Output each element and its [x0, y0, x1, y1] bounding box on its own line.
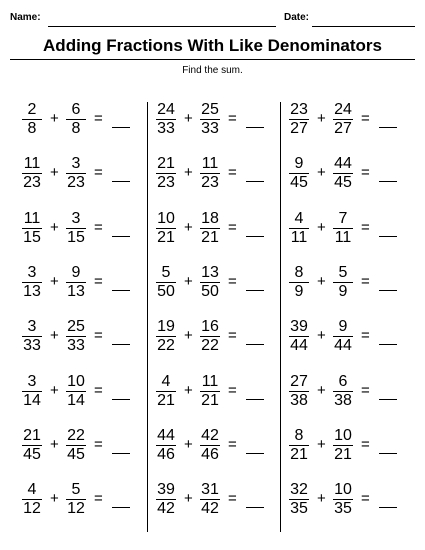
fraction-first — [20, 210, 44, 247]
fraction-second — [198, 373, 222, 410]
problem — [287, 427, 412, 479]
denominator: 33 — [157, 120, 175, 137]
fraction-second — [331, 427, 355, 464]
answer-blank[interactable] — [112, 181, 130, 182]
fraction-first — [20, 155, 44, 192]
problem — [154, 264, 279, 316]
numerator: 32 — [290, 481, 308, 498]
fraction-second — [331, 210, 355, 247]
answer-blank[interactable] — [112, 127, 130, 128]
numerator: 11 — [201, 373, 219, 390]
answer-blank[interactable] — [112, 399, 130, 400]
equals-sign: = — [228, 490, 237, 507]
fraction-second — [198, 155, 222, 192]
denominator: 23 — [67, 174, 85, 191]
numerator: 9 — [338, 318, 348, 335]
numerator: 10 — [334, 427, 352, 444]
equals-sign: = — [228, 110, 237, 127]
fraction-second — [331, 264, 355, 301]
fraction-second — [331, 481, 355, 518]
instructions: Find the sum. — [182, 65, 243, 76]
denominator: 13 — [23, 283, 41, 300]
equals-sign: = — [94, 110, 103, 127]
denominator: 23 — [157, 174, 175, 191]
answer-blank[interactable] — [246, 181, 264, 182]
problem — [20, 481, 145, 533]
numerator: 44 — [157, 427, 175, 444]
denominator: 14 — [23, 392, 41, 409]
fraction-second — [64, 481, 88, 518]
problem — [154, 318, 279, 370]
numerator: 16 — [201, 318, 219, 335]
denominator: 44 — [290, 337, 308, 354]
answer-blank[interactable] — [379, 236, 397, 237]
denominator: 21 — [201, 229, 219, 246]
numerator: 9 — [294, 155, 304, 172]
plus-sign: + — [184, 382, 193, 399]
denominator: 45 — [23, 446, 41, 463]
fraction-first — [154, 481, 178, 518]
fraction-second — [198, 210, 222, 247]
numerator: 25 — [67, 318, 85, 335]
plus-sign: + — [317, 436, 326, 453]
problem — [287, 318, 412, 370]
denominator: 38 — [334, 392, 352, 409]
fraction-first — [287, 264, 311, 301]
equals-sign: = — [361, 382, 370, 399]
denominator: 27 — [290, 120, 308, 137]
equals-sign: = — [94, 382, 103, 399]
fraction-first — [287, 101, 311, 138]
date-label: Date: — [284, 12, 310, 23]
numerator: 39 — [157, 481, 175, 498]
plus-sign: + — [184, 110, 193, 127]
problem — [287, 481, 412, 533]
plus-sign: + — [50, 219, 59, 236]
numerator: 21 — [23, 427, 41, 444]
answer-blank[interactable] — [379, 127, 397, 128]
numerator: 31 — [201, 481, 219, 498]
problem — [20, 373, 145, 425]
denominator: 11 — [290, 229, 308, 246]
plus-sign: + — [317, 327, 326, 344]
numerator: 6 — [338, 373, 348, 390]
equals-sign: = — [228, 219, 237, 236]
plus-sign: + — [184, 219, 193, 236]
answer-blank[interactable] — [379, 453, 397, 454]
plus-sign: + — [317, 382, 326, 399]
fraction-first — [287, 210, 311, 247]
name-field-line[interactable] — [48, 26, 276, 27]
numerator: 10 — [157, 210, 175, 227]
fraction-first — [287, 427, 311, 464]
answer-blank[interactable] — [246, 507, 264, 508]
numerator: 24 — [157, 101, 175, 118]
fraction-second — [198, 481, 222, 518]
plus-sign: + — [50, 110, 59, 127]
problem — [287, 373, 412, 425]
fraction-first — [154, 155, 178, 192]
plus-sign: + — [184, 273, 193, 290]
denominator: 21 — [157, 229, 175, 246]
plus-sign: + — [50, 273, 59, 290]
fraction-second — [198, 101, 222, 138]
numerator: 11 — [23, 155, 41, 172]
fraction-first — [154, 101, 178, 138]
fraction-first — [20, 101, 44, 138]
numerator: 5 — [71, 481, 81, 498]
denominator: 21 — [334, 446, 352, 463]
equals-sign: = — [94, 327, 103, 344]
denominator: 23 — [23, 174, 41, 191]
problem — [20, 155, 145, 207]
equals-sign: = — [361, 490, 370, 507]
problem — [287, 101, 412, 153]
numerator: 5 — [161, 264, 171, 281]
fraction-second — [64, 210, 88, 247]
fraction-first — [154, 318, 178, 355]
denominator: 22 — [157, 337, 175, 354]
plus-sign: + — [317, 164, 326, 181]
fraction-first — [20, 427, 44, 464]
denominator: 15 — [23, 229, 41, 246]
numerator: 9 — [71, 264, 81, 281]
denominator: 21 — [290, 446, 308, 463]
fraction-first — [154, 210, 178, 247]
equals-sign: = — [228, 273, 237, 290]
numerator: 22 — [67, 427, 85, 444]
numerator: 19 — [157, 318, 175, 335]
name-label: Name: — [10, 12, 41, 23]
answer-blank[interactable] — [246, 453, 264, 454]
answer-blank[interactable] — [246, 290, 264, 291]
plus-sign: + — [184, 327, 193, 344]
equals-sign: = — [361, 219, 370, 236]
denominator: 21 — [201, 392, 219, 409]
plus-sign: + — [317, 490, 326, 507]
plus-sign: + — [184, 490, 193, 507]
fraction-second — [331, 318, 355, 355]
plus-sign: + — [317, 219, 326, 236]
answer-blank[interactable] — [379, 290, 397, 291]
numerator: 6 — [71, 101, 81, 118]
answer-blank[interactable] — [112, 290, 130, 291]
fraction-second — [64, 427, 88, 464]
denominator: 35 — [334, 500, 352, 517]
plus-sign: + — [184, 436, 193, 453]
denominator: 46 — [201, 446, 219, 463]
numerator: 4 — [161, 373, 171, 390]
denominator: 9 — [294, 283, 304, 300]
denominator: 23 — [201, 174, 219, 191]
numerator: 23 — [290, 101, 308, 118]
numerator: 3 — [27, 318, 37, 335]
denominator: 11 — [334, 229, 352, 246]
denominator: 13 — [67, 283, 85, 300]
problem — [20, 318, 145, 370]
answer-blank[interactable] — [246, 344, 264, 345]
numerator: 11 — [23, 210, 41, 227]
numerator: 21 — [157, 155, 175, 172]
denominator: 42 — [157, 500, 175, 517]
problem — [154, 427, 279, 479]
fraction-first — [287, 318, 311, 355]
fraction-first — [20, 318, 44, 355]
numerator: 3 — [27, 264, 37, 281]
equals-sign: = — [228, 327, 237, 344]
numerator: 10 — [67, 373, 85, 390]
denominator: 33 — [67, 337, 85, 354]
numerator: 3 — [27, 373, 37, 390]
equals-sign: = — [94, 219, 103, 236]
numerator: 11 — [201, 155, 219, 172]
denominator: 9 — [338, 283, 348, 300]
fraction-second — [198, 427, 222, 464]
numerator: 42 — [201, 427, 219, 444]
plus-sign: + — [50, 327, 59, 344]
denominator: 27 — [334, 120, 352, 137]
column-divider-2 — [280, 102, 281, 532]
fraction-second — [198, 264, 222, 301]
fraction-first — [154, 373, 178, 410]
plus-sign: + — [50, 164, 59, 181]
numerator: 25 — [201, 101, 219, 118]
denominator: 38 — [290, 392, 308, 409]
fraction-first — [154, 264, 178, 301]
answer-blank[interactable] — [112, 507, 130, 508]
equals-sign: = — [361, 436, 370, 453]
problem — [20, 101, 145, 153]
equals-sign: = — [94, 436, 103, 453]
date-field-line[interactable] — [312, 26, 415, 27]
numerator: 5 — [338, 264, 348, 281]
denominator: 50 — [201, 283, 219, 300]
page-title: Adding Fractions With Like Denominators — [43, 36, 382, 55]
denominator: 42 — [201, 500, 219, 517]
answer-blank[interactable] — [379, 344, 397, 345]
header-row — [10, 8, 415, 24]
fraction-second — [64, 318, 88, 355]
equals-sign: = — [228, 164, 237, 181]
problem — [154, 373, 279, 425]
problem — [154, 210, 279, 262]
denominator: 45 — [290, 174, 308, 191]
plus-sign: + — [50, 490, 59, 507]
numerator: 3 — [71, 210, 81, 227]
numerator: 27 — [290, 373, 308, 390]
denominator: 8 — [71, 120, 81, 137]
answer-blank[interactable] — [112, 344, 130, 345]
numerator: 2 — [27, 101, 37, 118]
equals-sign: = — [94, 490, 103, 507]
column-divider-1 — [147, 102, 148, 532]
answer-blank[interactable] — [246, 127, 264, 128]
numerator: 24 — [334, 101, 352, 118]
problem — [287, 210, 412, 262]
numerator: 10 — [334, 481, 352, 498]
numerator: 3 — [71, 155, 81, 172]
numerator: 39 — [290, 318, 308, 335]
answer-blank[interactable] — [379, 399, 397, 400]
answer-blank[interactable] — [246, 236, 264, 237]
fraction-second — [331, 155, 355, 192]
fraction-second — [64, 101, 88, 138]
plus-sign: + — [317, 110, 326, 127]
numerator: 18 — [201, 210, 219, 227]
fraction-second — [331, 101, 355, 138]
numerator: 44 — [334, 155, 352, 172]
denominator: 15 — [67, 229, 85, 246]
problem — [287, 155, 412, 207]
denominator: 8 — [27, 120, 37, 137]
plus-sign: + — [184, 164, 193, 181]
problem — [154, 101, 279, 153]
answer-blank[interactable] — [112, 236, 130, 237]
answer-blank[interactable] — [379, 507, 397, 508]
fraction-first — [287, 373, 311, 410]
numerator: 7 — [338, 210, 348, 227]
numerator: 8 — [294, 264, 304, 281]
equals-sign: = — [361, 164, 370, 181]
problem — [20, 427, 145, 479]
denominator: 45 — [67, 446, 85, 463]
fraction-first — [154, 427, 178, 464]
equals-sign: = — [228, 436, 237, 453]
denominator: 22 — [201, 337, 219, 354]
plus-sign: + — [50, 436, 59, 453]
denominator: 33 — [23, 337, 41, 354]
denominator: 33 — [201, 120, 219, 137]
numerator: 13 — [201, 264, 219, 281]
fraction-second — [331, 373, 355, 410]
fraction-second — [64, 155, 88, 192]
fraction-first — [20, 481, 44, 518]
equals-sign: = — [94, 273, 103, 290]
title-divider — [10, 59, 415, 60]
numerator: 4 — [294, 210, 304, 227]
denominator: 21 — [157, 392, 175, 409]
denominator: 35 — [290, 500, 308, 517]
denominator: 45 — [334, 174, 352, 191]
equals-sign: = — [94, 164, 103, 181]
fraction-first — [20, 264, 44, 301]
denominator: 14 — [67, 392, 85, 409]
numerator: 4 — [27, 481, 37, 498]
answer-blank[interactable] — [379, 181, 397, 182]
plus-sign: + — [50, 382, 59, 399]
fraction-second — [64, 373, 88, 410]
plus-sign: + — [317, 273, 326, 290]
problem — [154, 155, 279, 207]
answer-blank[interactable] — [246, 399, 264, 400]
denominator: 44 — [334, 337, 352, 354]
denominator: 12 — [67, 500, 85, 517]
equals-sign: = — [228, 382, 237, 399]
problem — [20, 264, 145, 316]
problem — [287, 264, 412, 316]
equals-sign: = — [361, 327, 370, 344]
equals-sign: = — [361, 110, 370, 127]
fraction-second — [198, 318, 222, 355]
problem — [20, 210, 145, 262]
denominator: 50 — [157, 283, 175, 300]
fraction-first — [20, 373, 44, 410]
problem — [154, 481, 279, 533]
denominator: 12 — [23, 500, 41, 517]
fraction-second — [64, 264, 88, 301]
fraction-first — [287, 155, 311, 192]
denominator: 46 — [157, 446, 175, 463]
answer-blank[interactable] — [112, 453, 130, 454]
equals-sign: = — [361, 273, 370, 290]
numerator: 8 — [294, 427, 304, 444]
fraction-first — [287, 481, 311, 518]
